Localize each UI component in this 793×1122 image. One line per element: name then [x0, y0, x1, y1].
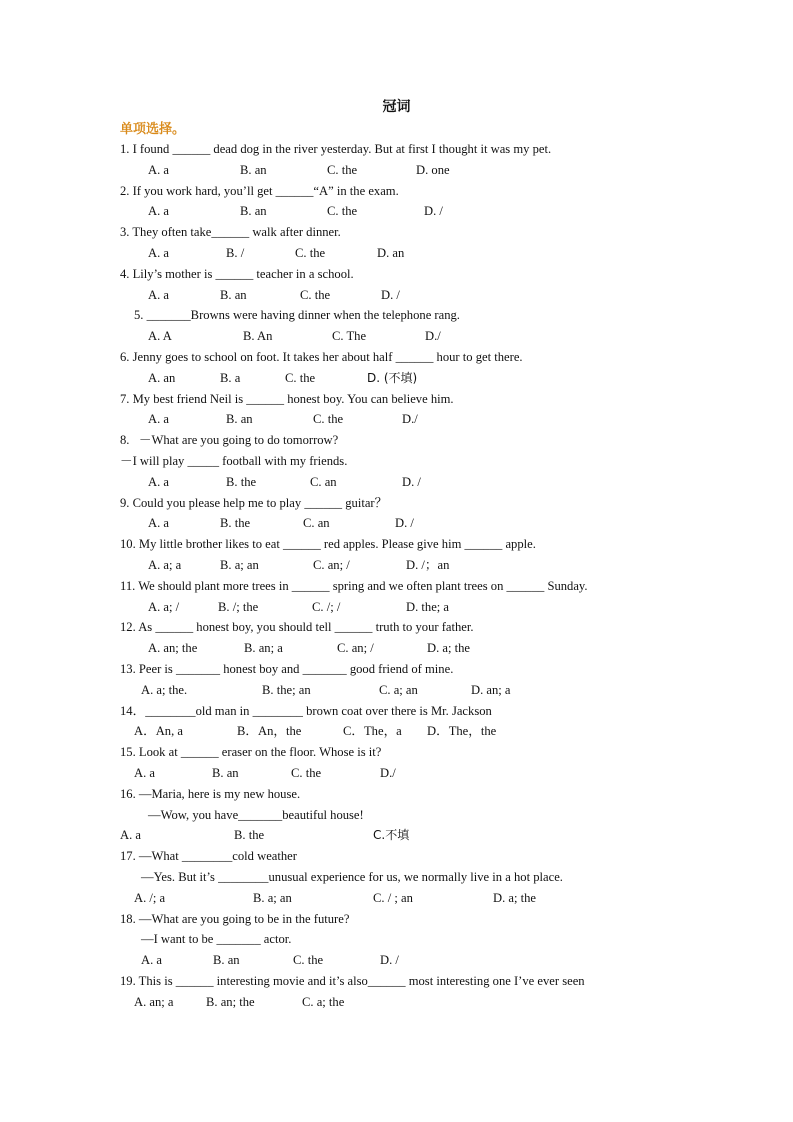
- question-12-stem: 12. As ______ honest boy, you should tell ______ truth to your father.: [120, 620, 474, 634]
- q16-option-a: A. a: [120, 828, 141, 842]
- question-15-stem: 15. Look at ______ eraser on the floor. Whose is it?: [120, 745, 382, 759]
- q7-option-d: D./: [402, 412, 418, 426]
- q7-option-b: B. an: [226, 412, 253, 426]
- q14-option-c: C．The，a: [343, 724, 402, 738]
- q4-option-b: B. an: [220, 288, 247, 302]
- q13-option-c: C. a; an: [379, 683, 418, 697]
- q8-option-d: D. /: [402, 475, 421, 489]
- q13-option-b: B. the; an: [262, 683, 311, 697]
- question-17-reply: —Yes. But it’s ________unusual experience for us, we normally live in a hot place.: [141, 870, 563, 884]
- q19-option-c: C. a; the: [302, 995, 345, 1009]
- q5-option-c: C. The: [332, 329, 367, 343]
- question-3-stem: 3. They often take______ walk after dinner.: [120, 225, 341, 239]
- q4-option-d: D. /: [381, 288, 400, 302]
- q13-option-d: D. an; a: [471, 683, 511, 697]
- question-18-stem: 18. —What are you going to be in the future?: [120, 912, 350, 926]
- q10-option-d: D. /；an: [406, 558, 450, 572]
- q16-option-c: C.不填: [373, 828, 410, 842]
- page-title: 冠词: [382, 99, 411, 115]
- question-6-stem: 6. Jenny goes to school on foot. It takes her about half ______ hour to get there.: [120, 350, 523, 364]
- q8-option-b: B. the: [226, 475, 257, 489]
- q8-option-a: A. a: [148, 475, 169, 489]
- q18-option-d: D. /: [380, 953, 399, 967]
- question-4-stem: 4. Lily’s mother is ______ teacher in a school.: [120, 267, 354, 281]
- q1-option-b: B. an: [240, 163, 267, 177]
- q8-option-c: C. an: [310, 475, 337, 489]
- question-14-stem: 14．________old man in ________ brown coat over there is Mr. Jackson: [120, 704, 492, 718]
- q6-option-c: C. the: [285, 371, 316, 385]
- q2-option-a: A. a: [148, 204, 169, 218]
- question-1-stem: 1. I found ______ dead dog in the river yesterday. But at first I thought it was my pet.: [120, 142, 552, 156]
- q15-option-b: B. an: [212, 766, 239, 780]
- question-19-stem: 19. This is ______ interesting movie and it’s also______ most interesting one I’ve ever seen: [120, 974, 585, 988]
- q5-option-a: A. A: [148, 329, 172, 343]
- q6-option-d: D. (不填): [367, 371, 418, 385]
- question-2-stem: 2. If you work hard, you’ll get ______“A” in the exam.: [120, 184, 399, 198]
- question-18-reply: —I want to be _______ actor.: [141, 932, 292, 946]
- q9-option-c: C. an: [303, 516, 330, 530]
- q10-option-b: B. a; an: [220, 558, 259, 572]
- q15-option-a: A. a: [134, 766, 155, 780]
- q3-option-c: C. the: [295, 246, 326, 260]
- q1-option-d: D. one: [416, 163, 450, 177]
- q4-option-c: C. the: [300, 288, 331, 302]
- q7-option-c: C. the: [313, 412, 344, 426]
- q5-option-b: B. An: [243, 329, 273, 343]
- q12-option-c: C. an; /: [337, 641, 374, 655]
- q9-option-b: B. the: [220, 516, 251, 530]
- q2-option-c: C. the: [327, 204, 358, 218]
- question-10-stem: 10. My little brother likes to eat ______ red apples. Please give him ______ apple.: [120, 537, 536, 551]
- q3-option-d: D. an: [377, 246, 405, 260]
- section-heading: 单项选择。: [120, 122, 186, 137]
- q6-option-b: B. a: [220, 371, 241, 385]
- q18-option-a: A. a: [141, 953, 162, 967]
- q18-option-c: C. the: [293, 953, 324, 967]
- q12-option-d: D. a; the: [427, 641, 471, 655]
- q17-option-d: D. a; the: [493, 891, 537, 905]
- question-16-stem: 16. —Maria, here is my new house.: [120, 787, 301, 801]
- q14-option-b: B．An，the: [237, 724, 302, 738]
- q11-option-c: C. /; /: [312, 600, 341, 614]
- q12-option-b: B. an; a: [244, 641, 283, 655]
- q2-option-d: D. /: [424, 204, 443, 218]
- q11-option-a: A. a; /: [148, 600, 180, 614]
- q10-option-a: A. a; a: [148, 558, 182, 572]
- question-16-reply: —Wow, you have_______beautiful house!: [148, 808, 364, 822]
- q6-option-a: A. an: [148, 371, 176, 385]
- q17-option-a: A. /; a: [134, 891, 166, 905]
- q15-option-c: C. the: [291, 766, 322, 780]
- q15-option-d: D./: [380, 766, 396, 780]
- q2-option-b: B. an: [240, 204, 267, 218]
- q1-option-c: C. the: [327, 163, 358, 177]
- q4-option-a: A. a: [148, 288, 169, 302]
- question-13-stem: 13. Peer is _______ honest boy and _______ good friend of mine.: [120, 662, 454, 676]
- question-8-stem: 8. －What are you going to do tomorrow?: [120, 433, 339, 447]
- q9-option-d: D. /: [395, 516, 414, 530]
- q7-option-a: A. a: [148, 412, 169, 426]
- question-17-stem: 17. —What ________cold weather: [120, 849, 297, 863]
- q12-option-a: A. an; the: [148, 641, 198, 655]
- q18-option-b: B. an: [213, 953, 240, 967]
- q17-option-c: C. / ; an: [373, 891, 413, 905]
- question-8-reply: －I will play _____ football with my friends.: [120, 454, 348, 468]
- q14-option-d: D．The，the: [427, 724, 497, 738]
- q14-option-a: A．An, a: [134, 724, 183, 738]
- q1-option-a: A. a: [148, 163, 169, 177]
- q11-option-d: D. the; a: [406, 600, 450, 614]
- q3-option-a: A. a: [148, 246, 169, 260]
- question-7-stem: 7. My best friend Neil is ______ honest boy. You can believe him.: [120, 392, 454, 406]
- q5-option-d: D./: [425, 329, 441, 343]
- q17-option-b: B. a; an: [253, 891, 292, 905]
- question-11-stem: 11. We should plant more trees in ______ spring and we often plant trees on ______ Sunday.: [120, 579, 588, 593]
- q3-option-b: B. /: [226, 246, 245, 260]
- q19-option-a: A. an; a: [134, 995, 174, 1009]
- q11-option-b: B. /; the: [218, 600, 259, 614]
- question-9-stem: 9. Could you please help me to play ______ guitar？: [120, 496, 388, 510]
- q16-option-b: B. the: [234, 828, 265, 842]
- q13-option-a: A. a; the.: [141, 683, 188, 697]
- q10-option-c: C. an; /: [313, 558, 350, 572]
- q19-option-b: B. an; the: [206, 995, 255, 1009]
- question-5-stem: 5. _______Browns were having dinner when the telephone rang.: [134, 308, 460, 322]
- q9-option-a: A. a: [148, 516, 169, 530]
